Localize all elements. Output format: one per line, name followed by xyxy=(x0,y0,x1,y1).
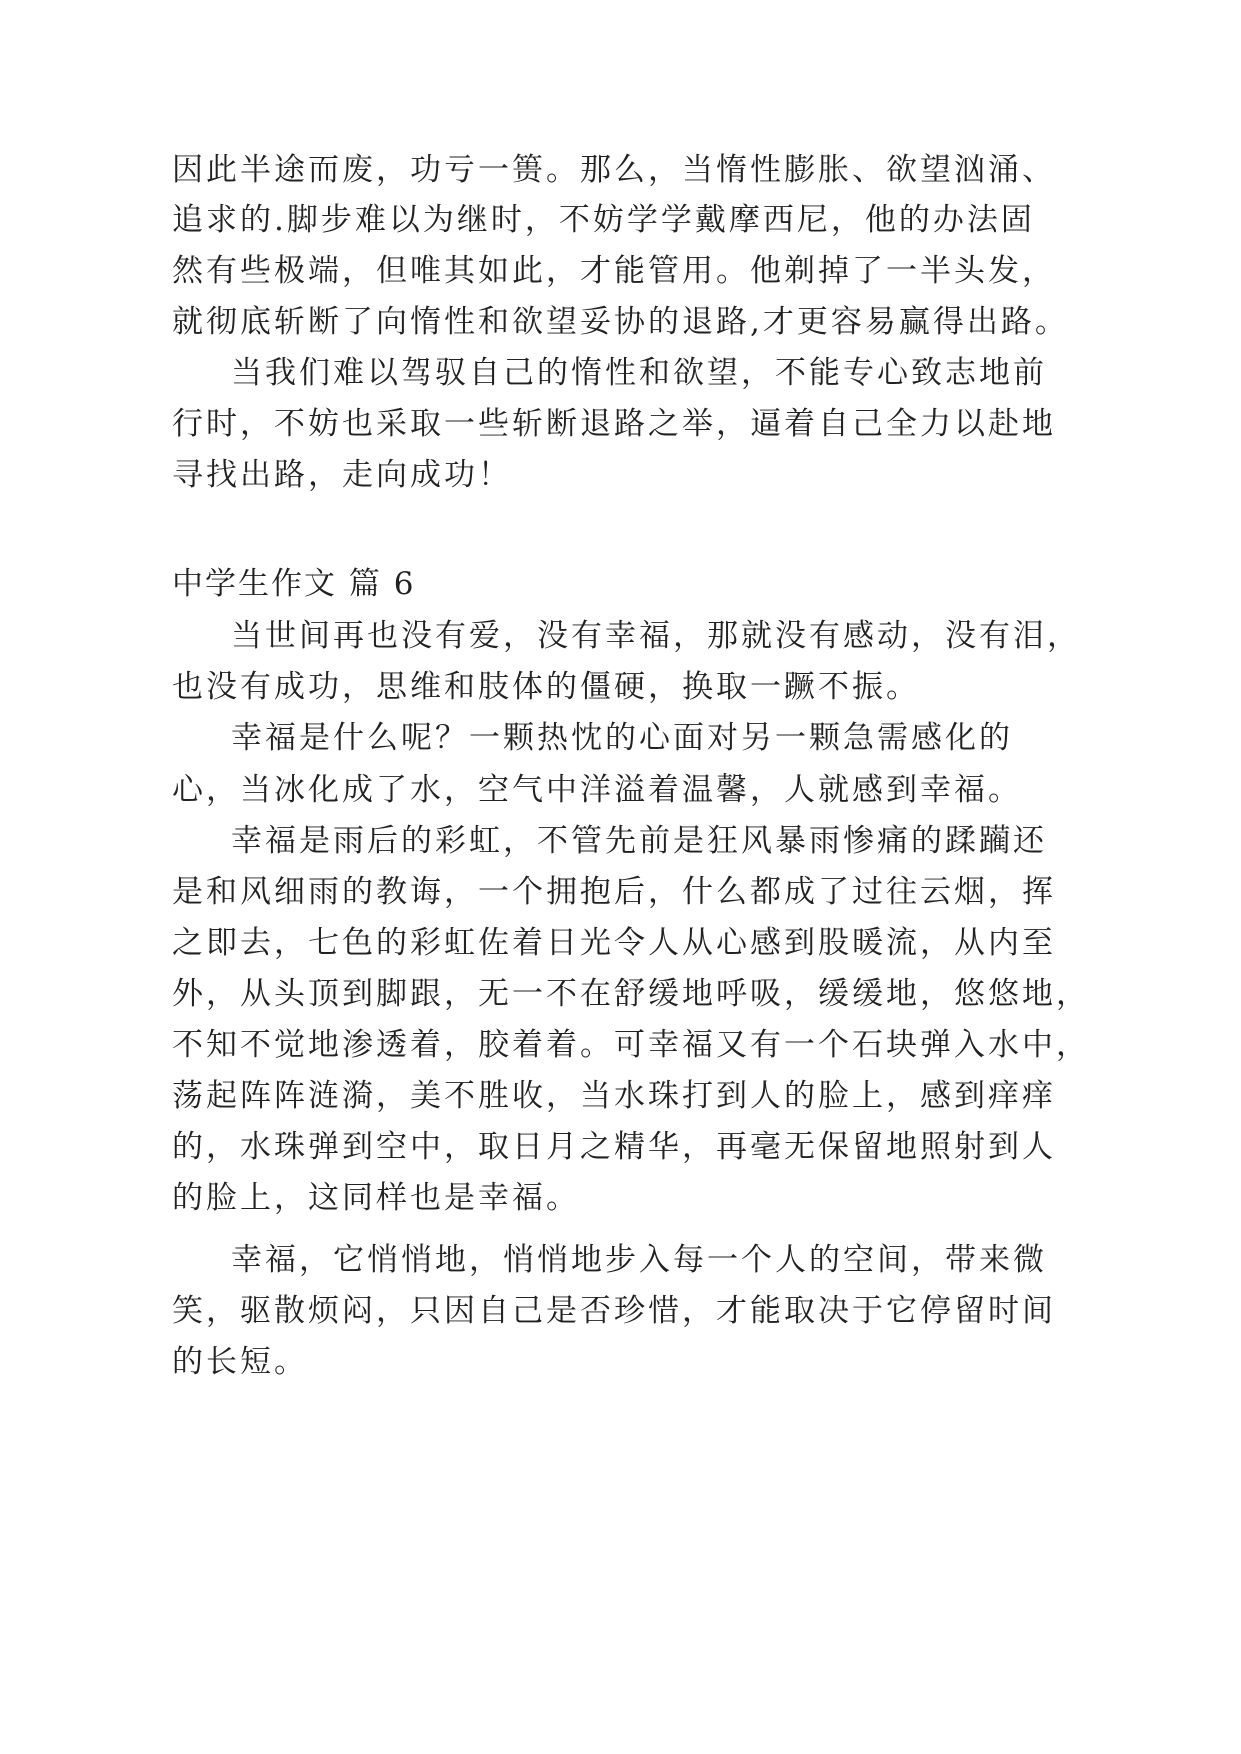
text-line: 因此半途而废，功亏一篑。那么，当惰性膨胀、欲望汹涌、 xyxy=(172,152,1056,188)
text-line: 荡起阵阵涟漪，美不胜收，当水珠打到人的脸上，感到痒痒 xyxy=(172,1078,1056,1114)
text-line: 的，水珠弹到空中，取日月之精华，再毫无保留地照射到人 xyxy=(172,1129,1056,1165)
text-line: 就彻底斩断了向惰性和欲望妥协的退路,才更容易赢得出路。 xyxy=(172,304,1069,340)
text-line: 行时，不妨也采取一些斩断退路之举，逼着自己全力以赴地 xyxy=(172,406,1056,442)
text-line: 的长短。 xyxy=(172,1344,308,1380)
text-line: 心，当冰化成了水，空气中洋溢着温馨，人就感到幸福。 xyxy=(172,772,1022,808)
text-line: 幸福，它悄悄地，悄悄地步入每一个人的空间，带来微 xyxy=(231,1242,1047,1278)
text-line: 之即去，七色的彩虹佐着日光令人从心感到股暖流，从内至 xyxy=(172,925,1056,961)
text-line: 幸福是什么呢？一颗热忱的心面对另一颗急需感化的 xyxy=(231,720,1013,756)
text-line: 的脸上，这同样也是幸福。 xyxy=(172,1180,580,1216)
text-line: 是和风细雨的教诲，一个拥抱后，什么都成了过往云烟，挥 xyxy=(172,874,1056,910)
text-line: 当世间再也没有爱，没有幸福，那就没有感动，没有泪， xyxy=(231,618,1081,654)
text-line: 不知不觉地渗透着，胶着着。可幸福又有一个石块弹入水中， xyxy=(172,1027,1090,1063)
text-line: 幸福是雨后的彩虹，不管先前是狂风暴雨惨痛的蹂躏还 xyxy=(231,823,1047,859)
text-line: 笑，驱散烦闷，只因自己是否珍惜，才能取决于它停留时间 xyxy=(172,1293,1056,1329)
text-line: 寻找出路，走向成功！ xyxy=(172,457,512,493)
text-line: 也没有成功，思维和肢体的僵硬，换取一蹶不振。 xyxy=(172,669,920,705)
text-line: 外，从头顶到脚跟，无一不在舒缓地呼吸，缓缓地，悠悠地， xyxy=(172,976,1090,1012)
section-heading: 中学生作文 篇 6 xyxy=(172,566,416,602)
text-line: 然有些极端，但唯其如此，才能管用。他剃掉了一半头发， xyxy=(172,253,1056,289)
text-line: 追求的.脚步难以为继时，不妨学学戴摩西尼，他的办法固 xyxy=(172,202,1035,238)
text-line: 当我们难以驾驭自己的惰性和欲望，不能专心致志地前 xyxy=(231,355,1047,391)
